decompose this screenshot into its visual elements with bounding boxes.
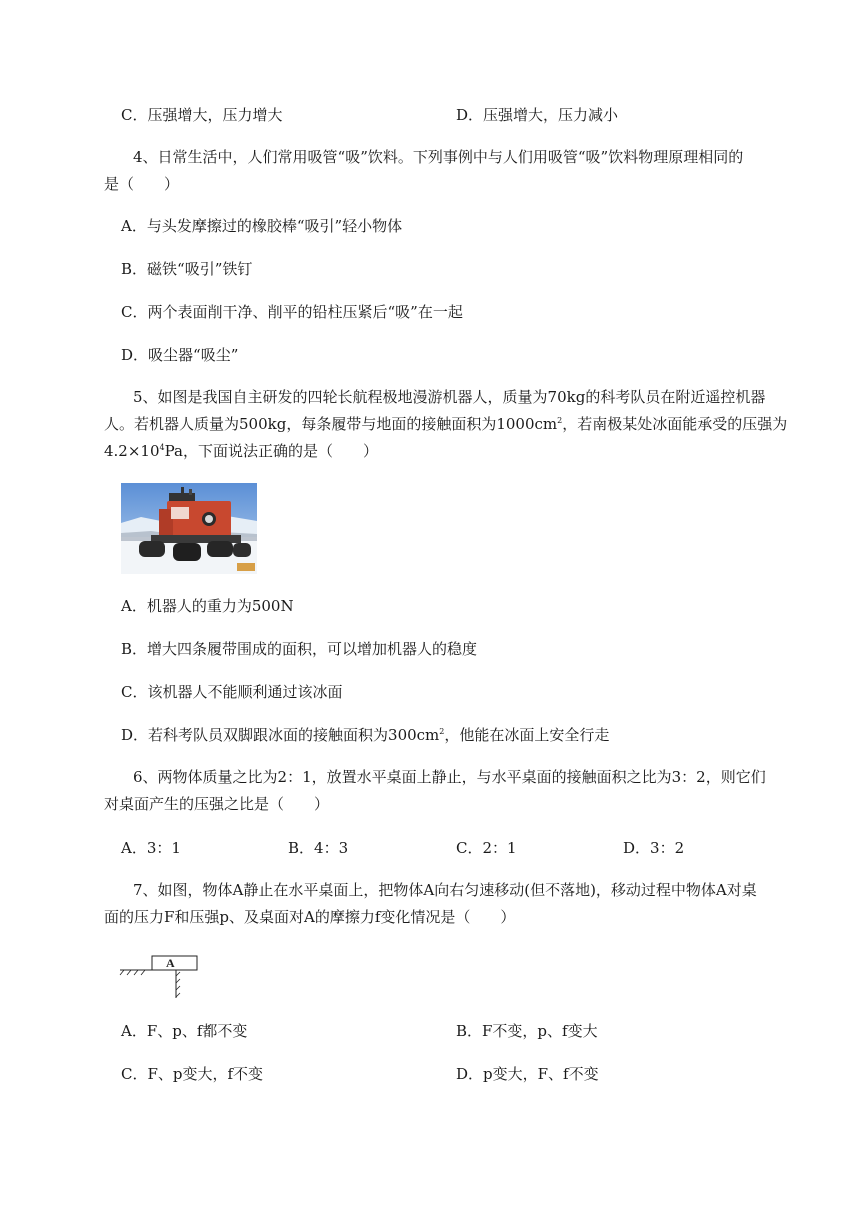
q6-stem-line-2: 对桌面产生的压强之比是（ ） — [104, 795, 330, 813]
q6-option-d: D．3：2 — [623, 839, 685, 857]
block-on-table-diagram — [118, 950, 203, 1000]
q7-stem-line-1: 7、如图，物体A静止在水平桌面上，把物体A向右匀速移动(但不落地)，移动过程中物体A对桌 — [133, 881, 757, 899]
q4-option-a: A．与头发摩擦过的橡胶棒“吸引”轻小物体 — [121, 217, 403, 235]
q6-option-b: B．4：3 — [288, 839, 349, 857]
q5-option-d: D．若科考队员双脚跟冰面的接触面积为$300cm^2$，他能在冰面上安全行走 — [121, 726, 610, 744]
block-a-label: A — [166, 956, 175, 970]
q7-stem-line-2: 面的压力F和压强p、及桌面对A的摩擦力f变化情况是（ ） — [104, 908, 516, 926]
q4-option-d: D．吸尘器“吸尘” — [121, 346, 239, 364]
q5-stem-line-2: 人。若机器人质量为500kg，每条履带与地面的接触面积为$1000cm^2$，若南极某处冰面能承受的压强为 — [104, 415, 788, 433]
q6-option-c: C．2：1 — [456, 839, 517, 857]
polar-robot-photo — [121, 483, 257, 574]
q7-option-b: B．F不变，p、f变大 — [456, 1022, 598, 1040]
q6-option-a: A．3：1 — [121, 839, 181, 857]
q3-option-d: D．压强增大，压力减小 — [456, 106, 619, 124]
q7-option-a: A．F、p、f都不变 — [121, 1022, 248, 1040]
q5-option-a: A．机器人的重力为500N — [121, 597, 294, 615]
q5-option-c: C．该机器人不能顺利通过该冰面 — [121, 683, 343, 701]
q4-stem-line-2: 是（ ） — [104, 175, 180, 193]
q5-option-b: B．增大四条履带围成的面积，可以增加机器人的稳度 — [121, 640, 478, 658]
q4-option-b: B．磁铁“吸引”铁钉 — [121, 260, 253, 278]
q7-option-c: C．F、p变大，f不变 — [121, 1065, 264, 1083]
q4-stem-line-1: 4、日常生活中，人们常用吸管“吸”饮料。下列事例中与人们用吸管“吸”饮料物理原理相同的 — [133, 148, 744, 166]
q5-stem-line-3: $4.2\times 10^4Pa$，下面说法正确的是（ ） — [104, 442, 378, 460]
q5-stem-line-1: 5、如图是我国自主研发的四轮长航程极地漫游机器人，质量为70kg的科考队员在附近遥控机器 — [133, 388, 766, 406]
q6-stem-line-1: 6、两物体质量之比为2：1，放置水平桌面上静止，与水平桌面的接触面积之比为3：2，则它们 — [133, 768, 766, 786]
q4-option-c: C．两个表面削干净、削平的铅柱压紧后“吸”在一起 — [121, 303, 463, 321]
q7-option-d: D．p变大，F、f不变 — [456, 1065, 599, 1083]
q3-option-c: C．压强增大，压力增大 — [121, 106, 283, 124]
